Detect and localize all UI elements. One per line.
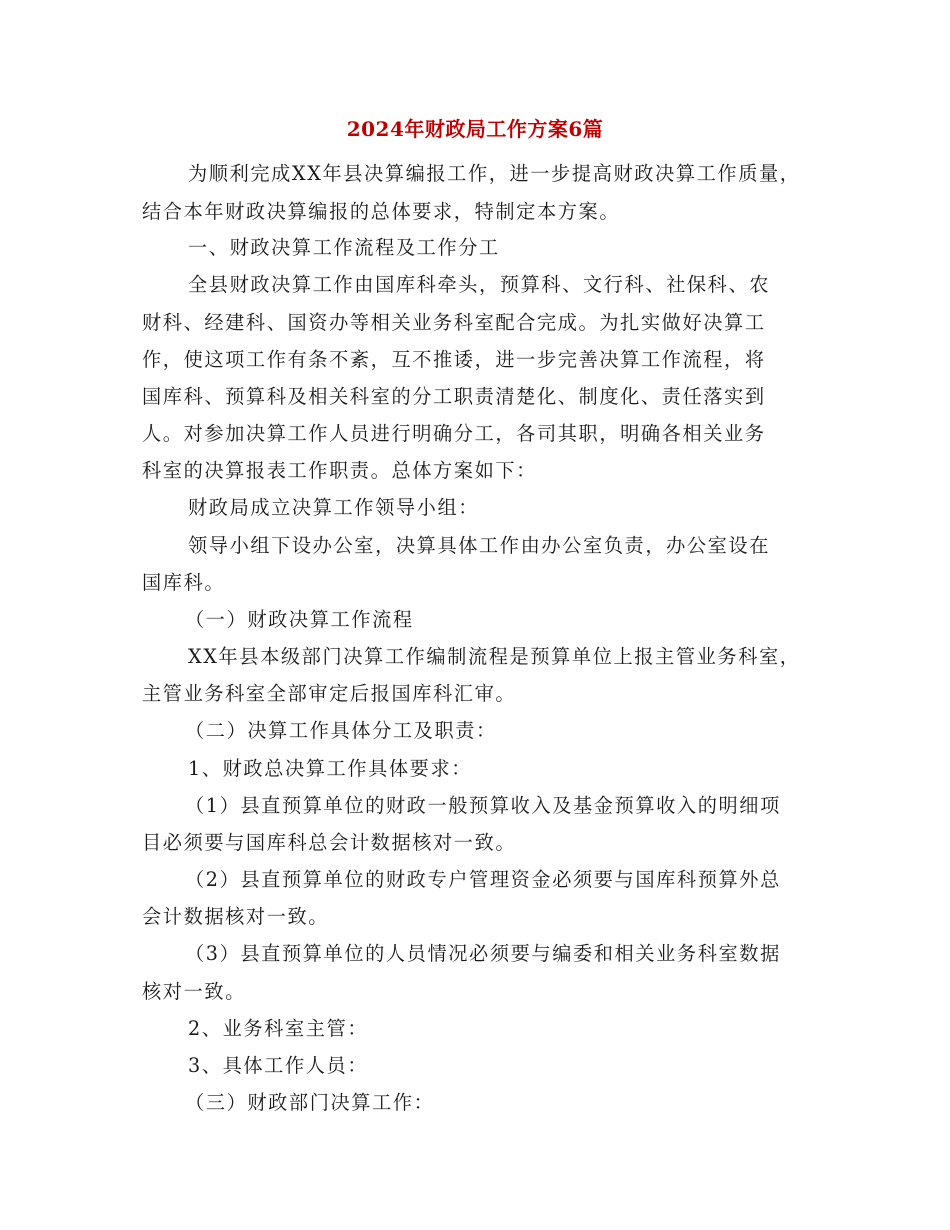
paragraph-line: 财科、经建科、国资办等相关业务科室配合完成。为扎实做好决算工: [142, 311, 766, 334]
paragraph-line: 为顺利完成XX年县决算编报工作，进一步提高财政决算工作质量，: [188, 162, 801, 185]
paragraph-line: 领导小组下设办公室，决算具体工作由办公室负责，办公室设在: [188, 534, 771, 557]
list-item: （2）县直预算单位的财政专户管理资金必须要与国库科预算外总: [185, 868, 781, 891]
paragraph-line: 科室的决算报表工作职责。总体方案如下：: [142, 459, 537, 482]
paragraph-line: 作，使这项工作有条不紊，互不推诿，进一步完善决算工作流程，将: [142, 348, 766, 371]
paragraph-line: 主管业务科室全部审定后报国库科汇审。: [142, 682, 517, 705]
paragraph-line: 人。对参加决算工作人员进行明确分工，各司其职，明确各相关业务: [142, 422, 766, 445]
section-heading: （三）财政部门决算工作：: [185, 1091, 435, 1114]
list-item: 2、业务科室主管：: [188, 1017, 369, 1040]
section-heading: （一）财政决算工作流程: [185, 608, 414, 631]
paragraph-line: 会计数据核对一致。: [142, 905, 330, 928]
list-item: 1、财政总决算工作具体要求：: [188, 757, 473, 780]
paragraph-line: 目必须要与国库科总会计数据核对一致。: [142, 831, 517, 854]
list-item: （1）县直预算单位的财政一般预算收入及基金预算收入的明细项: [185, 794, 781, 817]
document-title: 2024年财政局工作方案6篇: [346, 117, 604, 141]
list-item: （3）县直预算单位的人员情况必须要与编委和相关业务科室数据: [185, 942, 781, 965]
paragraph-line: XX年县本级部门决算工作编制流程是预算单位上报主管业务科室，: [188, 645, 801, 668]
section-heading: 一、财政决算工作流程及工作分工: [188, 236, 500, 259]
paragraph-line: 核对一致。: [142, 980, 246, 1003]
list-item: 3、具体工作人员：: [188, 1054, 369, 1077]
paragraph-line: 国库科。: [142, 571, 226, 594]
paragraph-line: 财政局成立决算工作领导小组：: [188, 496, 480, 519]
paragraph-line: 国库科、预算科及相关科室的分工职责清楚化、制度化、责任落实到: [142, 385, 766, 408]
section-heading: （二）决算工作具体分工及职责：: [185, 719, 497, 742]
paragraph-line: 全县财政决算工作由国库科牵头，预算科、文行科、社保科、农: [188, 273, 771, 296]
paragraph-line: 结合本年财政决算编报的总体要求，特制定本方案。: [142, 200, 621, 223]
